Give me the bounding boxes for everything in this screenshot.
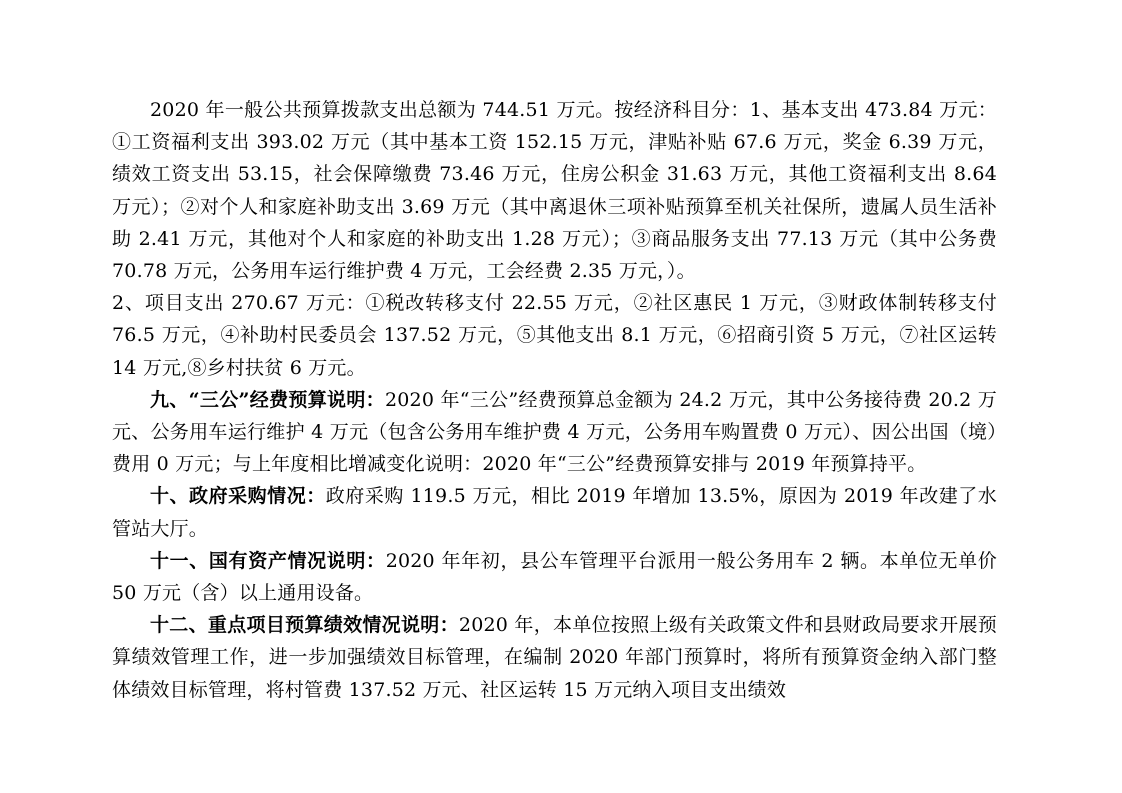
section-heading: 十一、国有资产情况说明：	[150, 549, 386, 572]
paragraph-government-procurement	[112, 480, 997, 544]
paragraph-body: 2020 年，本单位按照上级有关政策文件和县财政局要求开展预算绩效管理工作，进一步加强绩效目标管理，在编制 2020 年部门预算时，将所有预算资金纳入部门整体绩效目标管理，将村管费 137.52 万元、社区运转 15 万元纳入项目支出绩效	[112, 614, 997, 701]
paragraph-body: 2020 年一般公共预算拨款支出总额为 744.51 万元。按经济科目分：1、基本支出 473.84 万元：①工资福利支出 393.02 万元（其中基本工资 152.15 万元，津贴补贴 67.6 万元，奖金 6.39 万元，绩效工资支出 53.15，社会保障缴费 73.46 万元，住房公积金 31.63 万元，其他工资福利支出 8.64 万元）；②对个人和家庭补助支出 3.69 万元（其中离退休三项补贴预算至机关社保所，遗属人员生活补助 2.41 万元，其他对个人和家庭的补助支出 1.28 万元）；③商品服务支出 77.13 万元（其中公务费 70.78 万元，公务用车运行维护费 4 万元，工会经费 2.35 万元，）。	[112, 99, 997, 283]
paragraph-project-expenditure	[112, 287, 997, 384]
paragraph-body: 2、项目支出 270.67 万元：①税改转移支付 22.55 万元，②社区惠民 1 万元，③财政体制转移支付 76.5 万元，④补助村民委员会 137.52 万元，⑤其他支出 8.1 万元，⑥招商引资 5 万元，⑦社区运转 14 万元,⑧乡村扶贫 6 万元。	[112, 292, 997, 379]
paragraph-body: 2020 年“三公”经费预算总金额为 24.2 万元，其中公务接待费 20.2 万元、公务用车运行维护 4 万元（包含公务用车维护费 4 万元，公务用车购置费 0 万元）、因公出国（境）费用 0 万元；与上年度相比增减变化说明：2020 年“三公”经费预算安排与 2019 年预算持平。	[112, 388, 997, 476]
section-heading: 十二、重点项目预算绩效情况说明：	[150, 614, 459, 637]
paragraph-body: 2020 年年初，县公车管理平台派用一般公务用车 2 辆。本单位无单价 50 万元（含）以上通用设备。	[112, 549, 998, 605]
paragraph-basic-expenditure	[112, 94, 997, 287]
paragraph-performance	[112, 609, 997, 706]
section-heading: 十、政府采购情况：	[150, 485, 326, 508]
document-body	[112, 94, 997, 706]
paragraph-body: 政府采购 119.5 万元，相比 2019 年增加 13.5%，原因为 2019 年改建了水管站大厅。	[112, 485, 997, 540]
paragraph-state-assets	[112, 545, 997, 609]
section-heading: 九、“三公”经费预算说明：	[150, 388, 385, 411]
paragraph-three-public-expenses	[112, 384, 997, 481]
